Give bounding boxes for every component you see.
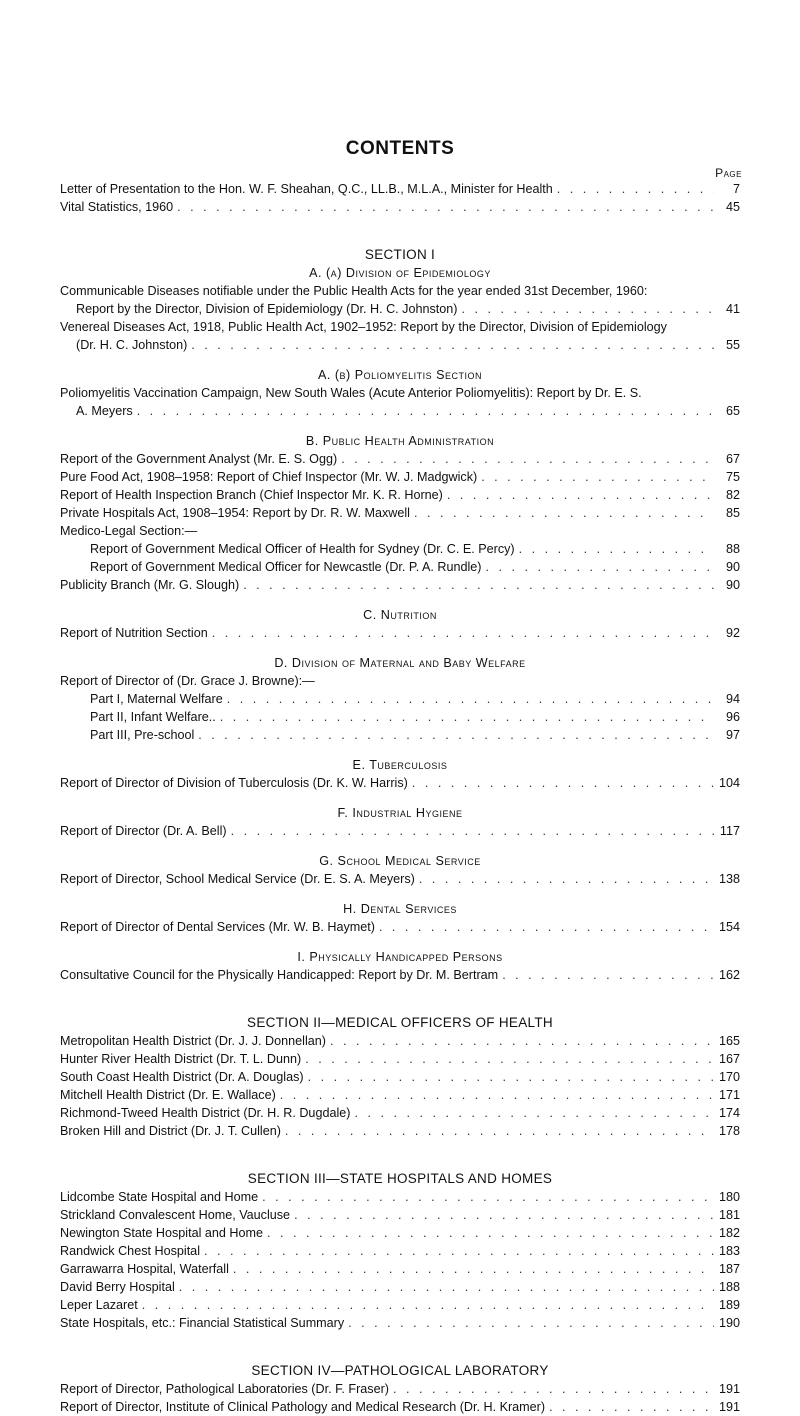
entry-text: Newington State Hospital and Home — [60, 1226, 264, 1240]
entry-text: Report of Director, Pathological Laboratories (Dr. F. Fraser) — [60, 1382, 389, 1396]
toc-entry — [60, 1278, 740, 1296]
toc-entry — [60, 450, 740, 468]
subsection-heading: G. School Medical Service — [319, 854, 481, 868]
entry-page: 88 — [725, 542, 740, 556]
entry-page: 96 — [725, 710, 740, 724]
entry-page: 138 — [718, 872, 740, 886]
subsection-heading: H. Dental Services — [343, 902, 457, 916]
entry-text: Report of Nutrition Section — [60, 626, 208, 640]
toc-entry — [60, 1104, 740, 1122]
toc-entry — [60, 870, 740, 888]
entry-text: Part II, Infant Welfare.. — [90, 710, 216, 724]
entry-group-label: Medico-Legal Section:— — [60, 524, 198, 538]
entry-text: Report of Government Medical Officer of Health for Sydney (Dr. C. E. Percy) — [90, 542, 515, 556]
toc-entry — [60, 1260, 740, 1278]
entry-page: 104 — [718, 776, 740, 790]
entry-page: 180 — [718, 1190, 740, 1204]
toc-entry — [60, 1398, 740, 1416]
entry-page: 183 — [718, 1244, 740, 1258]
toc-entry — [60, 198, 740, 216]
entry-text: State Hospitals, etc.: Financial Statistical Summary — [60, 1316, 345, 1330]
entry-page: 45 — [725, 200, 740, 214]
toc-entry — [60, 180, 740, 198]
toc-entry — [60, 1050, 740, 1068]
toc-entry — [60, 1296, 740, 1314]
entry-page: 75 — [725, 470, 740, 484]
toc-entry — [60, 1314, 740, 1332]
subsection-heading: D. Division of Maternal and Baby Welfare — [274, 656, 526, 670]
subsection-heading: F. Industrial Hygiene — [337, 806, 463, 820]
entry-page: 154 — [718, 920, 740, 934]
entry-text: Consultative Council for the Physically Handicapped: Report by Dr. M. Bertram — [60, 968, 499, 982]
subsection-heading: E. Tuberculosis — [352, 758, 448, 772]
entry-text-line2: Report by the Director, Division of Epidemiology (Dr. H. C. Johnston) — [76, 302, 458, 316]
subsection-heading: C. Nutrition — [363, 608, 437, 622]
entry-page: 191 — [718, 1400, 740, 1414]
entry-page: 97 — [725, 728, 740, 742]
section-heading: SECTION I — [364, 247, 436, 262]
entry-page: 65 — [725, 404, 740, 418]
toc-entry — [60, 624, 740, 642]
entry-page: 7 — [732, 182, 740, 196]
entry-page: 191 — [718, 1382, 740, 1396]
toc-entry — [60, 1122, 740, 1140]
toc-entry — [60, 918, 740, 936]
entry-page: 165 — [718, 1034, 740, 1048]
entry-text: Vital Statistics, 1960 — [60, 200, 174, 214]
contents-list — [60, 180, 740, 1416]
section-heading: SECTION III—STATE HOSPITALS AND HOMES — [247, 1171, 553, 1186]
toc-entry — [60, 1380, 740, 1398]
toc-entry-multiline — [60, 318, 740, 354]
entry-text: Private Hospitals Act, 1908–1954: Report by Dr. R. W. Maxwell — [60, 506, 410, 520]
toc-entry — [60, 1032, 740, 1050]
toc-entry — [60, 558, 740, 576]
entry-page: 94 — [725, 692, 740, 706]
entry-page: 162 — [718, 968, 740, 982]
entry-page: 190 — [718, 1316, 740, 1330]
entry-page: 182 — [718, 1226, 740, 1240]
entry-text: Leper Lazaret — [60, 1298, 138, 1312]
entry-text: Part I, Maternal Welfare — [90, 692, 223, 706]
entry-page: 174 — [718, 1106, 740, 1120]
entry-text: Report of Government Medical Officer for Newcastle (Dr. P. A. Rundle) — [90, 560, 482, 574]
entry-text: David Berry Hospital — [60, 1280, 175, 1294]
entry-text: Publicity Branch (Mr. G. Slough) — [60, 578, 240, 592]
entry-text: Report of Director, School Medical Service (Dr. E. S. A. Meyers) — [60, 872, 415, 886]
toc-entry — [60, 1224, 740, 1242]
entry-text: Hunter River Health District (Dr. T. L. Dunn) — [60, 1052, 302, 1066]
toc-entry — [60, 690, 740, 708]
entry-page: 181 — [718, 1208, 740, 1222]
entry-page: 187 — [718, 1262, 740, 1276]
entry-text: Strickland Convalescent Home, Vaucluse — [60, 1208, 291, 1222]
toc-entry — [60, 1188, 740, 1206]
toc-entry-multiline — [60, 282, 740, 318]
toc-entry — [60, 822, 740, 840]
entry-page: 171 — [718, 1088, 740, 1102]
page-column-heading: Page — [715, 166, 742, 180]
entry-text: Report of Director, Institute of Clinical Pathology and Medical Research (Dr. H. Kramer) — [60, 1400, 546, 1414]
toc-entry — [60, 468, 740, 486]
toc-entry — [60, 708, 740, 726]
entry-page: 90 — [725, 560, 740, 574]
entry-text: Report of Director of Dental Services (Mr. W. B. Haymet) — [60, 920, 375, 934]
entry-text: Report of Director (Dr. A. Bell) — [60, 824, 227, 838]
entry-text-line2: (Dr. H. C. Johnston) — [76, 338, 188, 352]
entry-page: 85 — [725, 506, 740, 520]
entry-text: Garrawarra Hospital, Waterfall — [60, 1262, 229, 1276]
entry-text: Report of Health Inspection Branch (Chief Inspector Mr. K. R. Horne) — [60, 488, 443, 502]
toc-entry — [60, 1206, 740, 1224]
entry-page: 167 — [718, 1052, 740, 1066]
section-heading: SECTION II—MEDICAL OFFICERS OF HEALTH — [247, 1015, 553, 1030]
toc-entry — [60, 1086, 740, 1104]
toc-entry — [60, 504, 740, 522]
subsection-heading: B. Public Health Administration — [305, 434, 495, 448]
entry-text: Pure Food Act, 1908–1958: Report of Chief Inspector (Mr. W. J. Madgwick) — [60, 470, 478, 484]
entry-page: 55 — [725, 338, 740, 352]
toc-entry — [60, 1242, 740, 1260]
entry-text: Mitchell Health District (Dr. E. Wallace) — [60, 1088, 276, 1102]
toc-entry — [60, 726, 740, 744]
entry-text: South Coast Health District (Dr. A. Douglas) — [60, 1070, 304, 1084]
entry-page: 117 — [719, 824, 740, 838]
section-heading: SECTION IV—PATHOLOGICAL LABORATORY — [251, 1363, 549, 1378]
toc-entry-multiline — [60, 384, 740, 420]
entry-group-label: Report of Director of (Dr. Grace J. Browne):— — [60, 674, 315, 688]
entry-page: 189 — [718, 1298, 740, 1312]
entry-text-line1: Poliomyelitis Vaccination Campaign, New South Wales (Acute Anterior Poliomyelitis): Report by Dr. E. S. — [60, 386, 642, 400]
toc-entry — [60, 540, 740, 558]
subsection-heading: A. (a) Division of Epidemiology — [309, 266, 491, 280]
entry-text: Randwick Chest Hospital — [60, 1244, 200, 1258]
entry-page: 92 — [725, 626, 740, 640]
entry-page: 82 — [725, 488, 740, 502]
subsection-heading: A. (b) Poliomyelitis Section — [317, 368, 483, 382]
entry-text: Letter of Presentation to the Hon. W. F. Sheahan, Q.C., LL.B., M.L.A., Minister for Health — [60, 182, 553, 196]
entry-text: Metropolitan Health District (Dr. J. J. Donnellan) — [60, 1034, 326, 1048]
entry-page: 178 — [718, 1124, 740, 1138]
entry-page: 90 — [725, 578, 740, 592]
toc-entry — [60, 1068, 740, 1086]
toc-entry — [60, 576, 740, 594]
entry-page: 188 — [718, 1280, 740, 1294]
entry-text: Part III, Pre-school — [90, 728, 195, 742]
toc-entry — [60, 966, 740, 984]
toc-entry — [60, 486, 740, 504]
page-title: CONTENTS — [345, 138, 455, 159]
subsection-heading: I. Physically Handicapped Persons — [297, 950, 503, 964]
entry-text: Report of Director of Division of Tuberculosis (Dr. K. W. Harris) — [60, 776, 408, 790]
entry-text: Broken Hill and District (Dr. J. T. Cullen) — [60, 1124, 281, 1138]
toc-entry — [60, 774, 740, 792]
entry-text: Lidcombe State Hospital and Home — [60, 1190, 259, 1204]
entry-text-line1: Communicable Diseases notifiable under the Public Health Acts for the year ended 31st December, 1960: — [60, 284, 648, 298]
entry-page: 41 — [725, 302, 740, 316]
entry-text-line2: A. Meyers — [76, 404, 133, 418]
entry-text-line1: Venereal Diseases Act, 1918, Public Health Act, 1902–1952: Report by the Director, Division of Epidemiology — [60, 320, 667, 334]
entry-page: 170 — [718, 1070, 740, 1084]
entry-page: 67 — [725, 452, 740, 466]
entry-text: Report of the Government Analyst (Mr. E. S. Ogg) — [60, 452, 338, 466]
entry-text: Richmond-Tweed Health District (Dr. H. R. Dugdale) — [60, 1106, 351, 1120]
